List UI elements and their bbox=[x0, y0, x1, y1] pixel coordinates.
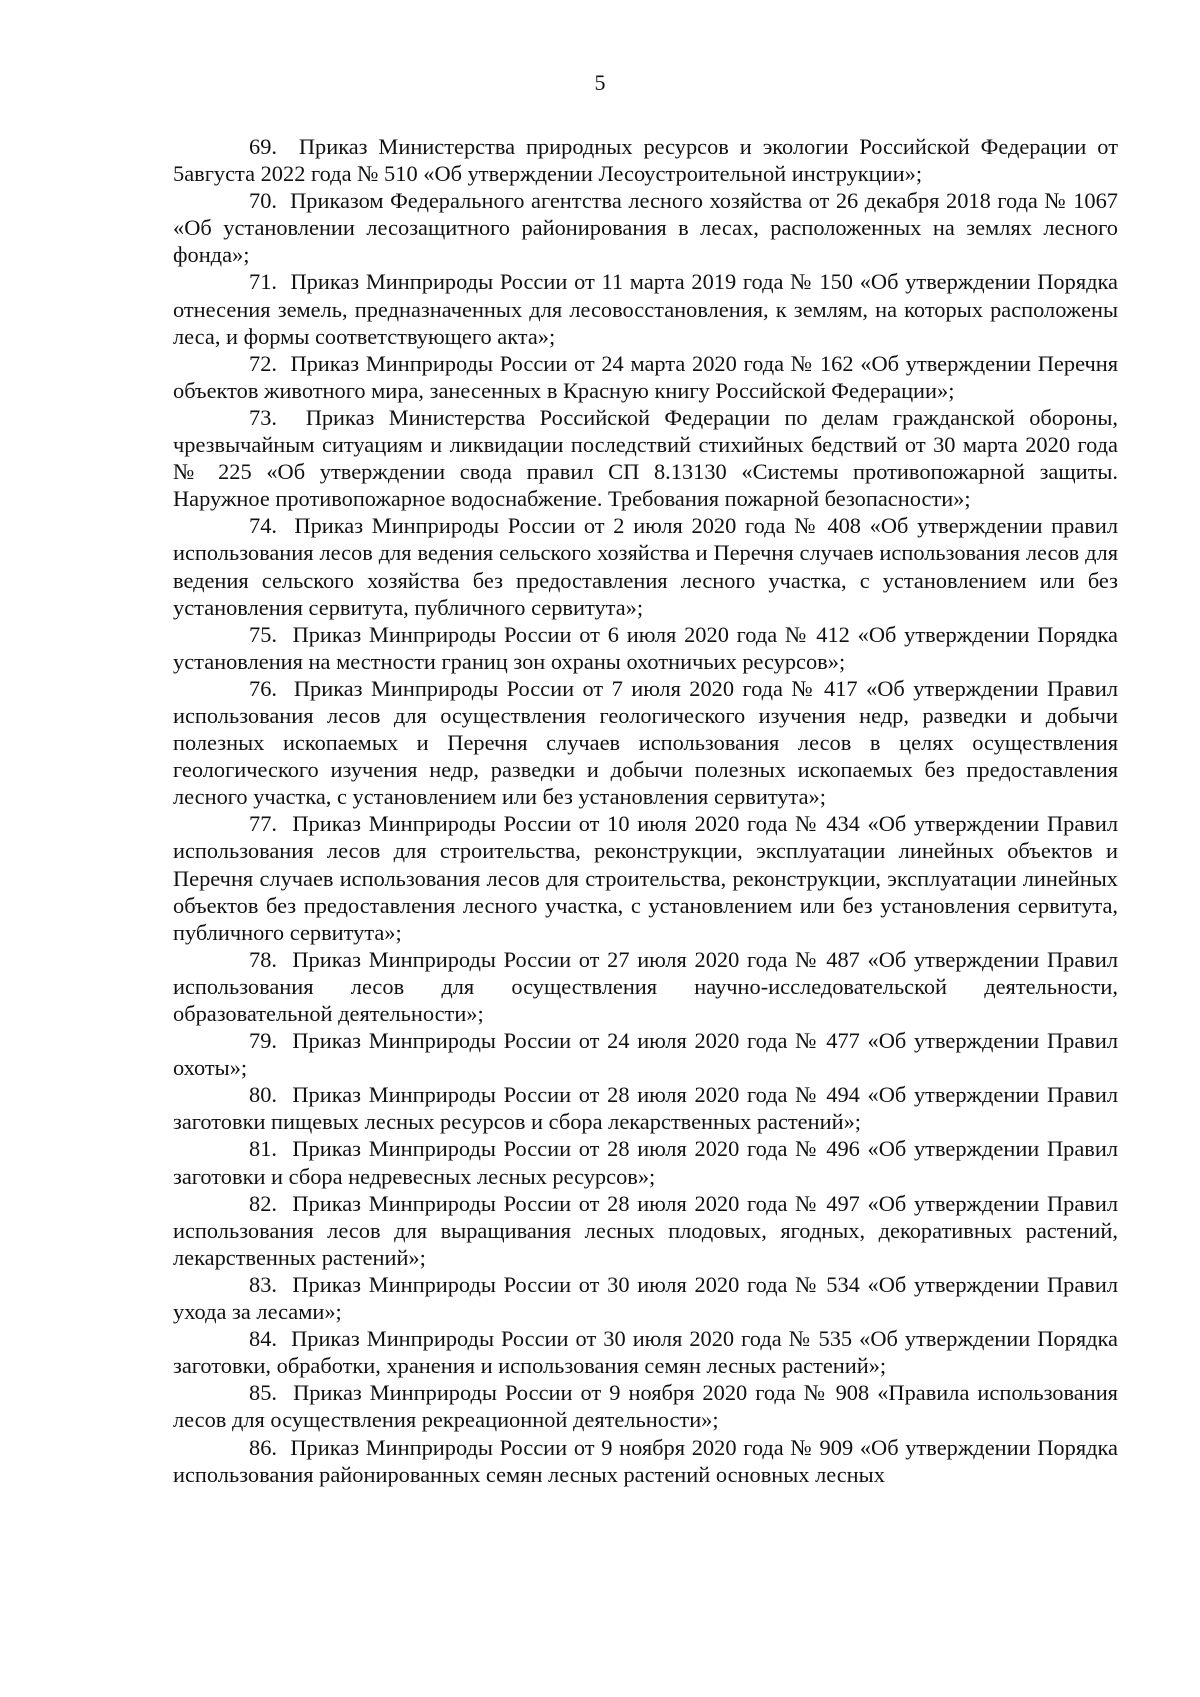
list-item bbox=[173, 1325, 1118, 1379]
item-text: Приказ Минприроды России от 11 марта 2019 года № 150 «Об утверждении Порядка отнесения земель, предназначенных для лесовосстановления, к землям, на которых расположены леса, и формы соответствующего акта»; bbox=[173, 269, 1118, 349]
item-number: 74. bbox=[249, 513, 277, 539]
list-item bbox=[173, 1081, 1118, 1135]
list-item bbox=[173, 404, 1118, 512]
list-item bbox=[173, 268, 1118, 349]
item-number: 83. bbox=[249, 1271, 277, 1297]
list-item bbox=[173, 512, 1118, 620]
item-number: 71. bbox=[249, 269, 277, 295]
item-number: 77. bbox=[249, 811, 277, 837]
item-number: 86. bbox=[249, 1434, 277, 1460]
item-text: Приказ Минприроды России от 30 июля 2020 года № 534 «Об утверждении Правил ухода за лесами»; bbox=[173, 1271, 1118, 1325]
item-text: Приказ Минприроды России от 10 июля 2020 года № 434 «Об утверждении Правил использования лесов для строительства, реконструкции, эксплуатации линейных объектов и Перечня случаев использования лесов для строительства, реконструкции, эксплуатации линейных объектов без предоставления лесного участка, с установлением или без установления сервитута, публичного сервитута»; bbox=[173, 811, 1118, 945]
item-number: 69. bbox=[249, 134, 277, 159]
item-text: Приказ Минприроды России от 28 июля 2020 года № 497 «Об утверждении Правил использования лесов для выращивания лесных плодовых, ягодных, декоративных растений, лекарственных растений»; bbox=[173, 1190, 1118, 1270]
list-item bbox=[173, 810, 1118, 945]
item-text: Приказ Минприроды России от 9 ноября 2020 года № 908 «Правила использования лесов для осуществления рекреационной деятельности»; bbox=[173, 1380, 1118, 1433]
item-number: 75. bbox=[249, 621, 277, 647]
item-text: Приказ Минприроды России от 30 июля 2020 года № 535 «Об утверждении Порядка заготовки, обработки, хранения и использования семян лесных растений»; bbox=[173, 1326, 1118, 1379]
item-number: 76. bbox=[249, 675, 277, 701]
list-item bbox=[173, 133, 1118, 187]
list-item bbox=[173, 946, 1118, 1027]
item-number: 73. bbox=[249, 404, 277, 430]
list-item bbox=[173, 1027, 1118, 1081]
list-item bbox=[173, 675, 1118, 810]
item-text: Приказом Федерального агентства лесного хозяйства от 26 декабря 2018 года № 1067 «Об установлении лесозащитного районирования в лесах, расположенных на землях лесного фонда»; bbox=[173, 188, 1119, 268]
item-text: Приказ Минприроды России от 27 июля 2020 года № 487 «Об утверждении Правил использования лесов для осуществления научно-исследовательской деятельности, образовательной деятельности»; bbox=[173, 946, 1118, 1026]
item-number: 80. bbox=[249, 1082, 277, 1108]
list-item bbox=[173, 1190, 1118, 1271]
item-number: 72. bbox=[249, 350, 277, 376]
list-item bbox=[173, 1271, 1118, 1325]
item-text: Приказ Минприроды России от 9 ноября 2020 года № 909 «Об утверждении Порядка использования районированных семян лесных растений основных лесных bbox=[173, 1434, 1118, 1487]
item-text: Приказ Министерства природных ресурсов и экологии Российской Федерации от 5августа 2022 года № 510 «Об утверждении Лесоустроительной инструкции»; bbox=[173, 134, 1118, 187]
item-number: 79. bbox=[249, 1028, 277, 1054]
list-item bbox=[173, 1434, 1118, 1488]
item-number: 70. bbox=[249, 188, 277, 214]
item-number: 78. bbox=[249, 946, 277, 972]
list-item bbox=[173, 1135, 1118, 1189]
page-number: 5 bbox=[594, 70, 606, 95]
item-text: Приказ Минприроды России от 6 июля 2020 года № 412 «Об утверждении Порядка установления на местности границ зон охраны охотничьих ресурсов»; bbox=[173, 621, 1118, 674]
item-text: Приказ Министерства Российской Федерации по делам гражданской обороны, чрезвычайным ситуациям и ликвидации последствий стихийных бедствий от 30 марта 2020 года № 225 «Об утверждении свода правил СП 8.13130 «Системы противопожарной защиты. Наружное противопожарное водоснабжение. Требования пожарной безопасности»; bbox=[173, 404, 1118, 512]
item-number: 85. bbox=[249, 1380, 277, 1406]
item-text: Приказ Минприроды России от 7 июля 2020 года № 417 «Об утверждении Правил использования лесов для осуществления геологического изучения недр, разведки и добычи полезных ископаемых и Перечня случаев использования лесов в целях осуществления геологического изучения недр, разведки и добычи полезных ископаемых без предоставления лесного участка, с установлением или без установления сервитута»; bbox=[173, 675, 1118, 810]
list-item bbox=[173, 621, 1118, 675]
document-body bbox=[173, 133, 1118, 1488]
item-text: Приказ Минприроды России от 2 июля 2020 года № 408 «Об утверждении правил использования лесов для ведения сельского хозяйства и Перечня случаев использования лесов для ведения сельского хозяйства без предоставления лесного участка, с установлением или без установления сервитута, публичного сервитута»; bbox=[173, 513, 1118, 620]
list-item bbox=[173, 1379, 1118, 1433]
item-text: Приказ Минприроды России от 28 июля 2020 года № 494 «Об утверждении Правил заготовки пищевых лесных ресурсов и сбора лекарственных растений»; bbox=[173, 1082, 1118, 1135]
item-number: 82. bbox=[249, 1190, 277, 1216]
list-item bbox=[173, 187, 1118, 268]
item-number: 81. bbox=[249, 1136, 277, 1162]
item-text: Приказ Минприроды России от 24 марта 2020 года № 162 «Об утверждении Перечня объектов животного мира, занесенных в Красную книгу Российской Федерации»; bbox=[173, 350, 1118, 403]
item-text: Приказ Минприроды России от 28 июля 2020 года № 496 «Об утверждении Правил заготовки и сбора недревесных лесных ресурсов»; bbox=[173, 1136, 1118, 1189]
list-item bbox=[173, 350, 1118, 404]
item-number: 84. bbox=[249, 1326, 277, 1352]
item-text: Приказ Минприроды России от 24 июля 2020 года № 477 «Об утверждении Правил охоты»; bbox=[173, 1028, 1118, 1081]
